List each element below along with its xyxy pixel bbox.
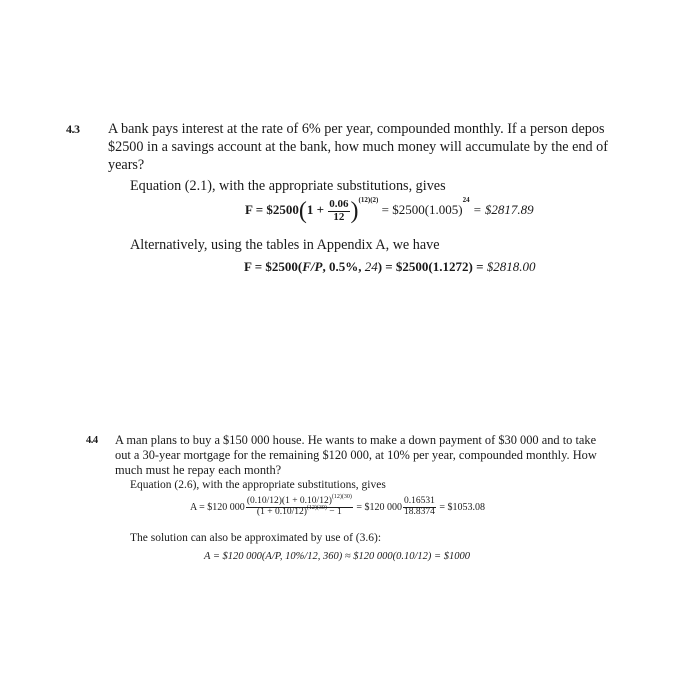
text-line: A man plans to buy a $150 000 house. He wants to make a down payment of $30 000 and to take [115,433,597,447]
exponent: (12)(30) [306,504,327,511]
eq-n: 24 [364,259,378,274]
eq-one-plus: 1 + [306,202,328,218]
fraction [246,494,353,518]
exponent: (12)(2) [358,196,379,204]
exponent: (12)(30) [331,494,352,500]
text-line: $2500 in a savings account at the bank, how much money will accumulate by the end of [108,139,608,155]
eq-factor: F/P [302,259,323,274]
fraction-denominator: $(1 + 0.10/12)^{(12)(30)} - 1$ [256,504,342,517]
fraction [328,199,349,223]
text-line: much must he repay each month? [115,463,282,477]
alternative-text: Alternatively, using the tables in Appendix A, we have [130,237,440,253]
fraction-denominator: 12 [333,210,345,223]
equation-approx: A = $120 000(A/P, 10%/12, 360) ≈ $120 000(0.10/12) = $1000 [204,551,470,562]
exponent: 24 [462,196,470,204]
eq-mid: = $2500(1.005) [378,202,463,218]
eq-mid: = $120 000 [353,501,402,513]
approximation-text: The solution can also be approximated by use of (3.6): [130,532,382,544]
eq-args: , 0.5%, [322,259,365,274]
solution-intro: Equation (2.6), with the appropriate substitutions, gives [130,479,386,491]
problem-text [108,120,608,174]
fraction [403,497,436,518]
fraction-numerator: $(0.10/12)(1 + 0.10/12)^{(12)(30)}$ [246,494,352,506]
solution-intro: Equation (2.1), with the appropriate substitutions, gives [130,178,446,194]
equation-compound: F = $2500(1 + $\frac{0.06}{12}$ )$^{(12)(2)} = \$2500(1.005)^{24}$ = $2817.89 [245,196,534,225]
fraction-denominator: 18.8374 [404,506,435,517]
problem-number: 4.4 [86,435,98,446]
equation-table [244,259,536,275]
fraction-numerator: 0.16531 [404,496,435,506]
problem-number: 4.3 [66,122,80,136]
eq-lhs: F = $2500 [245,202,299,218]
eq-result: $2818.00 [486,259,536,274]
eq-lhs: F = $2500( [244,259,303,274]
problem-text [115,433,597,478]
eq-mid: ) = $2500(1.1272) = [377,259,487,274]
text-line: out a 30-year mortgage for the remaining $120 000, at 10% per year, compounded monthly. How [115,448,597,462]
equation-annuity [190,494,486,518]
eq-result: = $1053.08 [436,501,486,513]
eq-result: = $2817.89 [469,202,534,218]
text-line: years? [108,157,145,173]
text-line: A bank pays interest at the rate of 6% per year, compounded monthly. If a person depos [108,121,605,137]
fraction-numerator: 0.06 [329,198,349,210]
eq-lhs: A = $120 000 [190,501,245,513]
